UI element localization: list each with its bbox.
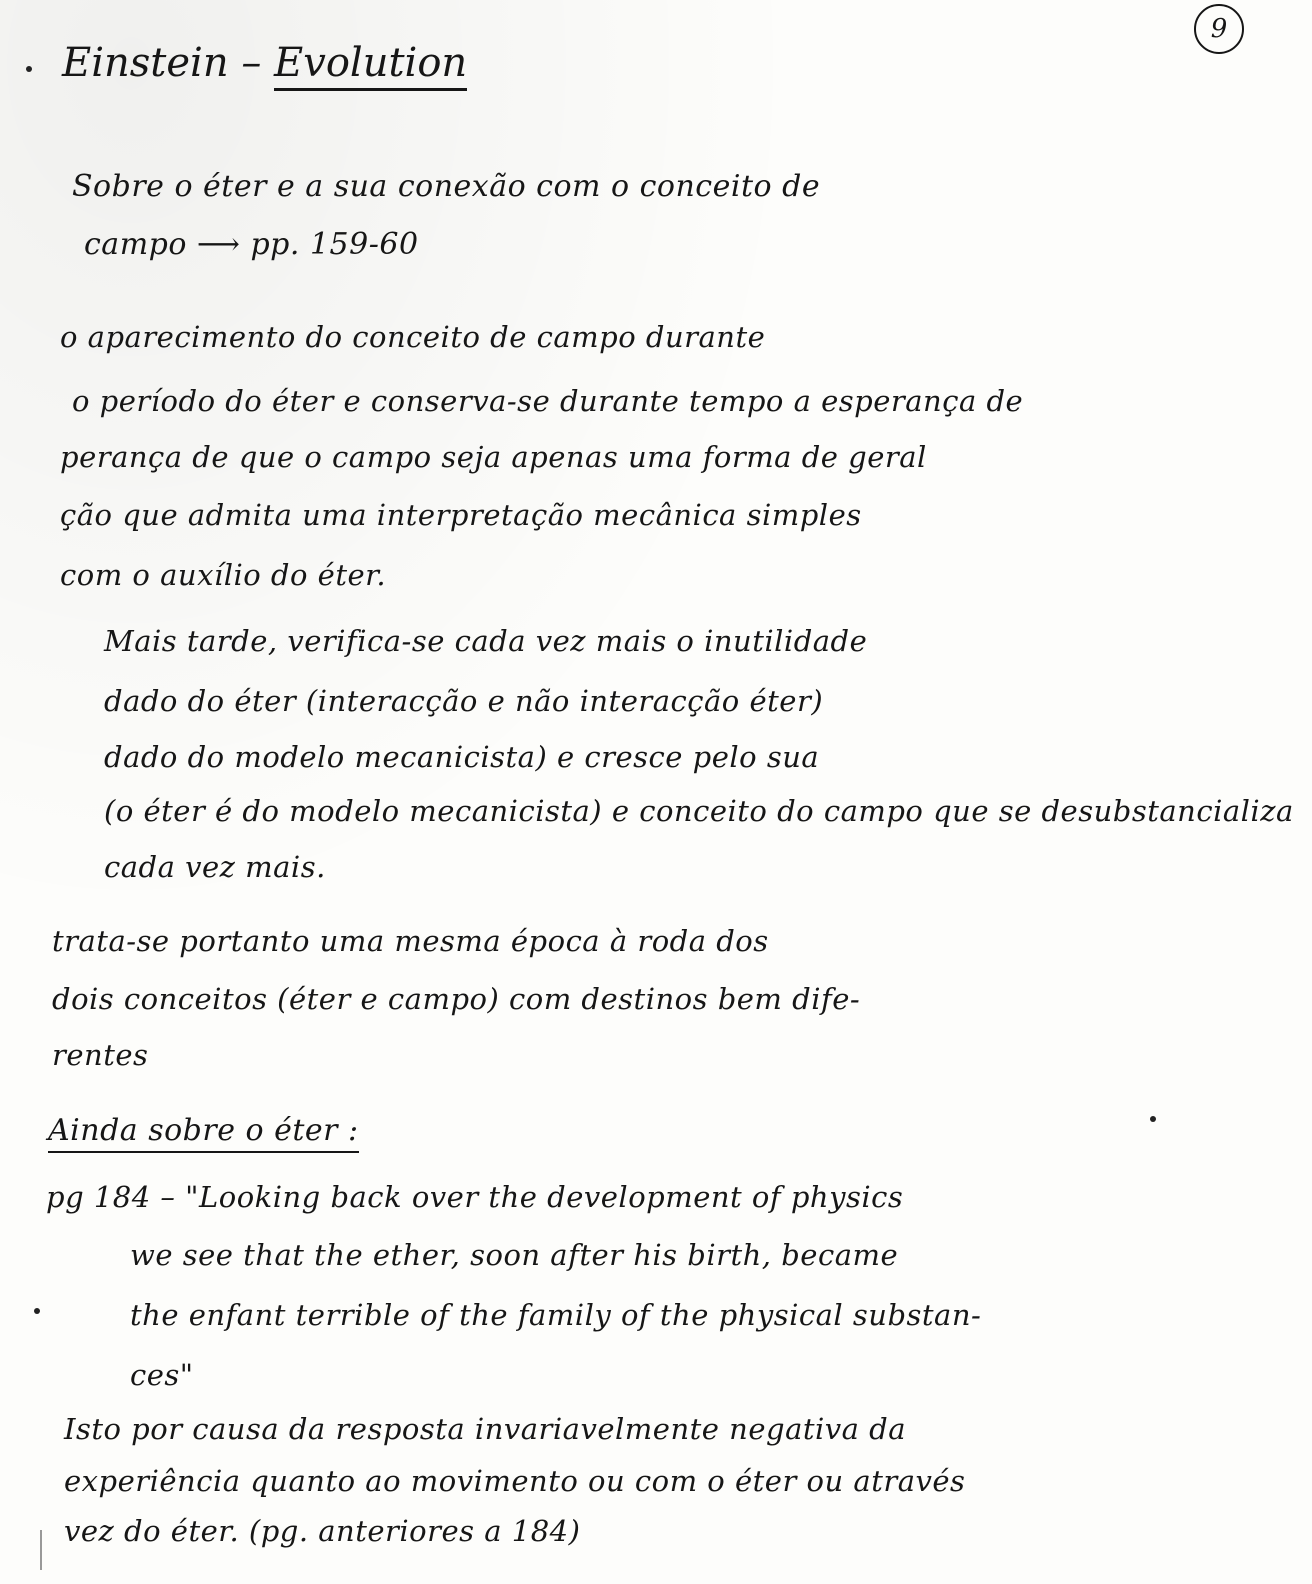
title-book: Evolution — [274, 40, 467, 91]
note-line-15: rentes — [52, 1038, 149, 1072]
note-line-12: cada vez mais. — [104, 850, 326, 884]
note-line-10: dado do modelo mecanicista) e cresce pelo sua — [104, 740, 820, 774]
title-separator: – — [241, 40, 262, 86]
note-line-11: (o éter é do modelo mecanicista) e conceito do campo que se desubstancializa — [104, 794, 1294, 828]
margin-mark — [40, 1530, 42, 1570]
note-line-14: dois conceitos (éter e campo) com destinos bem dife- — [52, 982, 861, 1016]
note-line-17: experiência quanto ao movimento ou com o éter ou através — [64, 1464, 966, 1498]
ink-mark — [26, 66, 32, 72]
quote-line-3: the enfant terrible of the family of the physical substan- — [130, 1298, 982, 1332]
section-heading — [48, 1112, 359, 1150]
note-line-6: ção que admita uma interpretação mecânica simples — [60, 498, 862, 532]
note-line-7: com o auxílio do éter. — [60, 558, 387, 592]
note-line-8: Mais tarde, verifica-se cada vez mais o inutilidade — [104, 624, 868, 658]
title-author: Einstein — [62, 40, 229, 86]
note-line-3: o aparecimento do conceito de campo durante — [60, 320, 766, 354]
note-line-4: o período do éter e conserva-se durante tempo a esperança de — [72, 384, 1024, 418]
note-line-1: Sobre o éter e a sua conexão com o conceito de — [72, 169, 821, 204]
ink-mark — [1150, 1116, 1156, 1122]
quote-line-4: ces" — [130, 1358, 194, 1392]
page-number: 9 — [1194, 4, 1244, 54]
page-title — [62, 40, 467, 86]
note-line-13: trata-se portanto uma mesma época à roda dos — [52, 924, 769, 958]
ink-mark — [34, 1308, 40, 1314]
quote-line-2: we see that the ether, soon after his birth, became — [130, 1238, 899, 1272]
note-line-5: perança de que o campo seja apenas uma forma de geral — [60, 440, 927, 474]
note-line-16: Isto por causa da resposta invariavelmente negativa da — [64, 1412, 907, 1446]
note-line-18: vez do éter. (pg. anteriores a 184) — [64, 1514, 581, 1548]
quote-line-1: pg 184 – "Looking back over the development of physics — [46, 1180, 904, 1214]
note-line-9: dado do éter (interacção e não interacção éter) — [104, 684, 824, 718]
section-heading-text: Ainda sobre o éter : — [48, 1113, 359, 1153]
note-line-2: campo ⟶ pp. 159-60 — [84, 227, 419, 262]
